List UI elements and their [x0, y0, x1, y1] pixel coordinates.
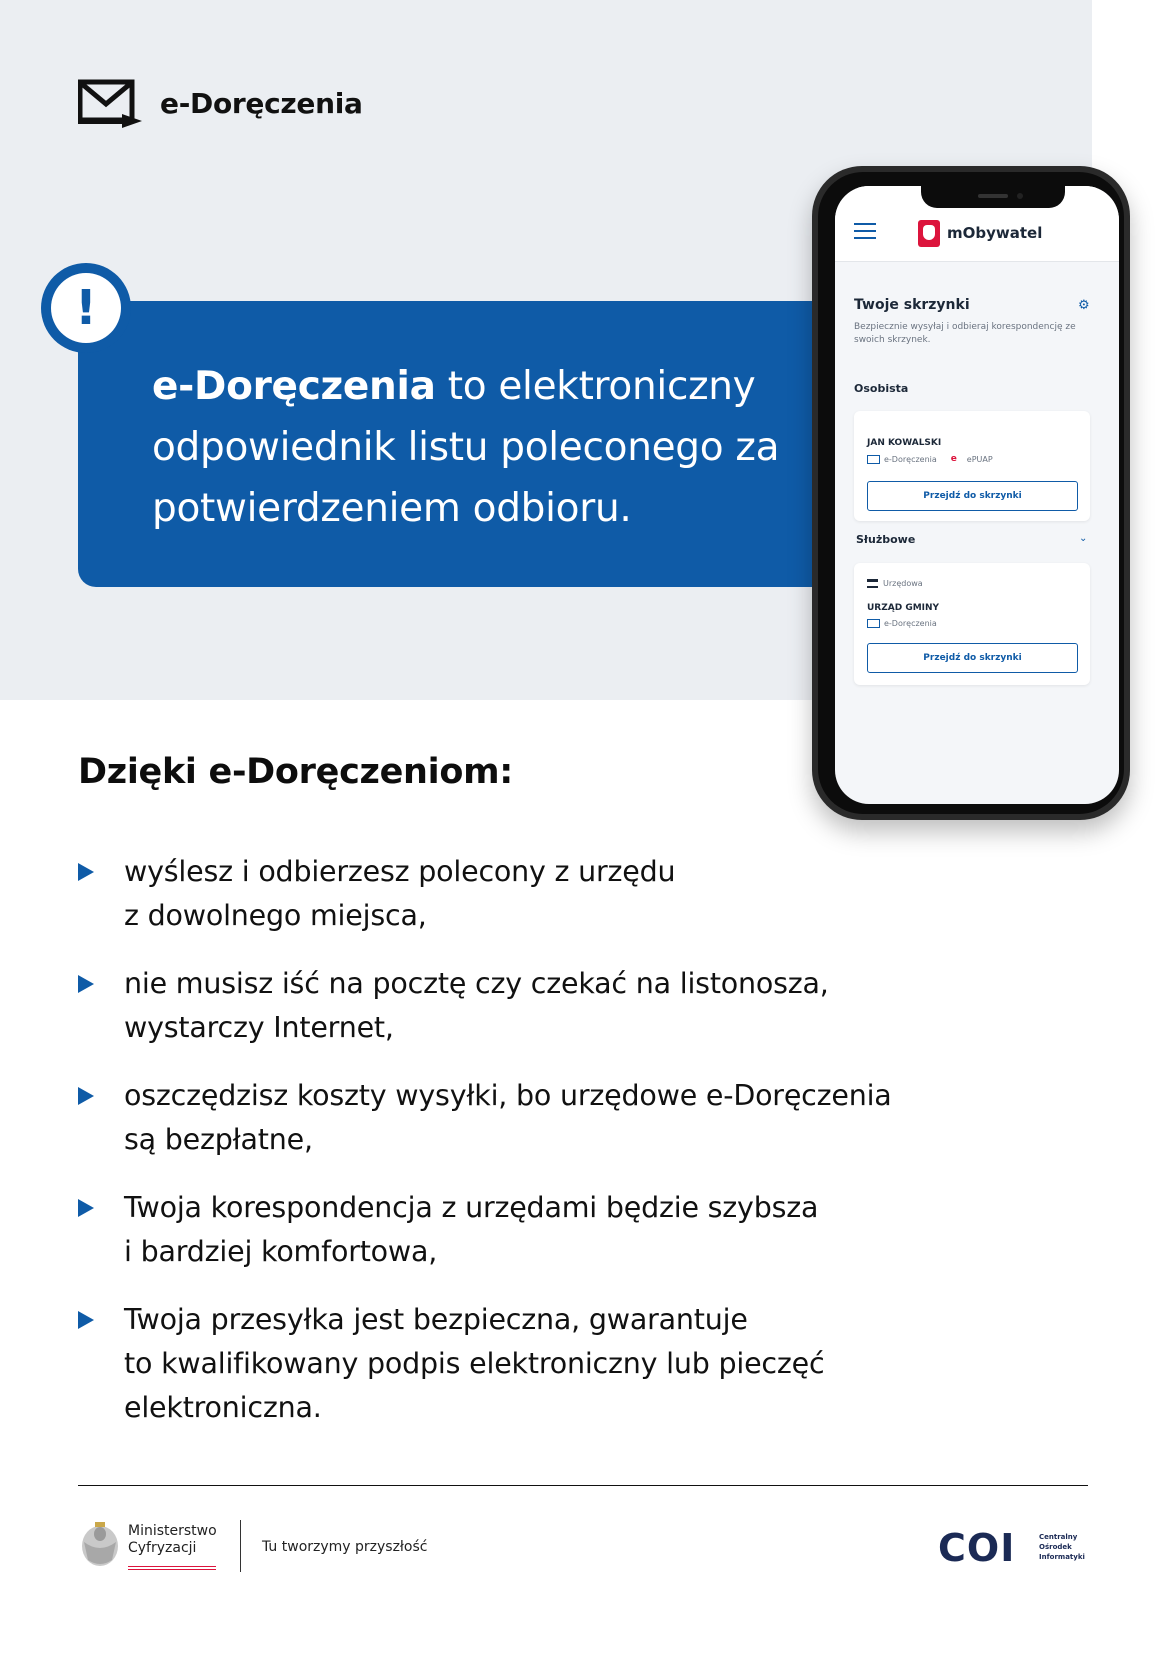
triangle-bullet-icon	[78, 975, 94, 993]
coi-name-line: Informatyki	[1039, 1553, 1085, 1561]
envelope-icon	[867, 455, 880, 464]
exclamation-badge	[41, 263, 131, 353]
coi-full-name	[1039, 1532, 1085, 1562]
service-e-doreczenia: e-Doręczenia	[884, 454, 937, 464]
benefits-heading: Dzięki e-Doręczeniom:	[78, 752, 513, 792]
triangle-bullet-icon	[78, 1199, 94, 1217]
mailboxes-heading: Twoje skrzynki	[854, 297, 970, 313]
e-doreczenia-logo	[78, 78, 363, 128]
exclamation-icon	[51, 273, 121, 343]
benefit-line: Twoja przesyłka jest bezpieczna, gwarantuje	[124, 1303, 748, 1336]
mailboxes-description: Bezpiecznie wysyłaj i odbieraj korespondencję ze swoich skrzynek.	[854, 322, 1076, 345]
benefit-line: wystarczy Internet,	[124, 1011, 394, 1044]
benefit-line: nie musisz iść na pocztę czy czekać na listonosza,	[124, 967, 829, 1000]
settings-gear-icon[interactable]: ⚙	[1078, 298, 1090, 313]
epuap-icon: e	[950, 454, 957, 464]
business-mailbox-services	[867, 619, 937, 628]
service-e-doreczenia: e-Doręczenia	[884, 619, 937, 628]
benefit-line: wyślesz i odbierzesz polecony z urzędu	[124, 855, 676, 888]
triangle-bullet-icon	[78, 1087, 94, 1105]
benefit-line: i bardziej komfortowa,	[124, 1235, 438, 1268]
ministry-name-line: Cyfryzacji	[128, 1540, 197, 1556]
intro-banner	[78, 301, 840, 587]
go-to-personal-mailbox-button[interactable]: Przejdź do skrzynki	[867, 481, 1078, 511]
ministry-motto: Tu tworzymy przyszłość	[262, 1539, 428, 1555]
business-section-label[interactable]: Służbowe	[856, 533, 916, 546]
polish-eagle-crest-icon	[78, 1520, 122, 1570]
business-mailbox-card	[854, 563, 1090, 685]
triangle-bullet-icon	[78, 1311, 94, 1329]
phone-bezel	[818, 172, 1124, 814]
envelope-arrow-icon	[78, 78, 142, 128]
envelope-icon	[867, 619, 880, 628]
coi-name-line: Centralny	[1039, 1533, 1078, 1541]
logo-text: e-Doręczenia	[160, 86, 363, 120]
intro-text-bold: e-Doręczenia	[152, 364, 436, 409]
institution-icon	[867, 579, 878, 588]
business-mailbox-name: URZĄD GMINY	[867, 603, 940, 613]
go-to-business-mailbox-button[interactable]: Przejdź do skrzynki	[867, 643, 1078, 673]
coi-logo: COI	[938, 1526, 1016, 1570]
app-title: mObywatel	[947, 224, 1043, 242]
phone-screen	[835, 186, 1119, 804]
hamburger-menu-icon[interactable]	[854, 223, 876, 239]
benefit-line: to kwalifikowany podpis elektroniczny lub pieczęć	[124, 1347, 825, 1380]
intro-text-rest: to elektroniczny odpowiednik listu poleconego za potwierdzeniem odbioru.	[152, 364, 780, 531]
personal-section-label: Osobista	[854, 382, 909, 395]
ministry-name-line: Ministerstwo	[128, 1523, 217, 1539]
coi-name-line: Ośrodek	[1039, 1543, 1072, 1551]
phone-notch	[921, 186, 1065, 208]
mailbox-owner-name: JAN KOWALSKI	[867, 438, 942, 448]
footer-vertical-divider	[240, 1520, 241, 1572]
benefit-line: Twoja korespondencja z urzędami będzie szybsza	[124, 1191, 819, 1224]
benefit-line: są bezpłatne,	[124, 1123, 313, 1156]
footer-divider	[78, 1485, 1088, 1486]
benefit-line: z dowolnego miejsca,	[124, 899, 427, 932]
polish-eagle-icon	[918, 220, 940, 247]
mailbox-type-label: Urzędowa	[883, 579, 923, 588]
benefit-line: oszczędzisz koszty wysyłki, bo urzędowe e-Doręczenia	[124, 1079, 892, 1112]
mailbox-type	[867, 579, 923, 588]
mailbox-services	[867, 454, 993, 464]
chevron-down-icon[interactable]: ⌄	[1079, 533, 1088, 544]
benefit-line: elektroniczna.	[124, 1391, 322, 1424]
ministry-name	[128, 1523, 217, 1557]
exclamation-glyph: !	[75, 280, 97, 336]
ministry-flag-stripe	[128, 1566, 216, 1570]
intro-text	[152, 356, 832, 539]
service-epuap: ePUAP	[966, 454, 993, 464]
personal-mailbox-card	[854, 411, 1090, 521]
triangle-bullet-icon	[78, 863, 94, 881]
phone-mockup	[812, 166, 1130, 820]
